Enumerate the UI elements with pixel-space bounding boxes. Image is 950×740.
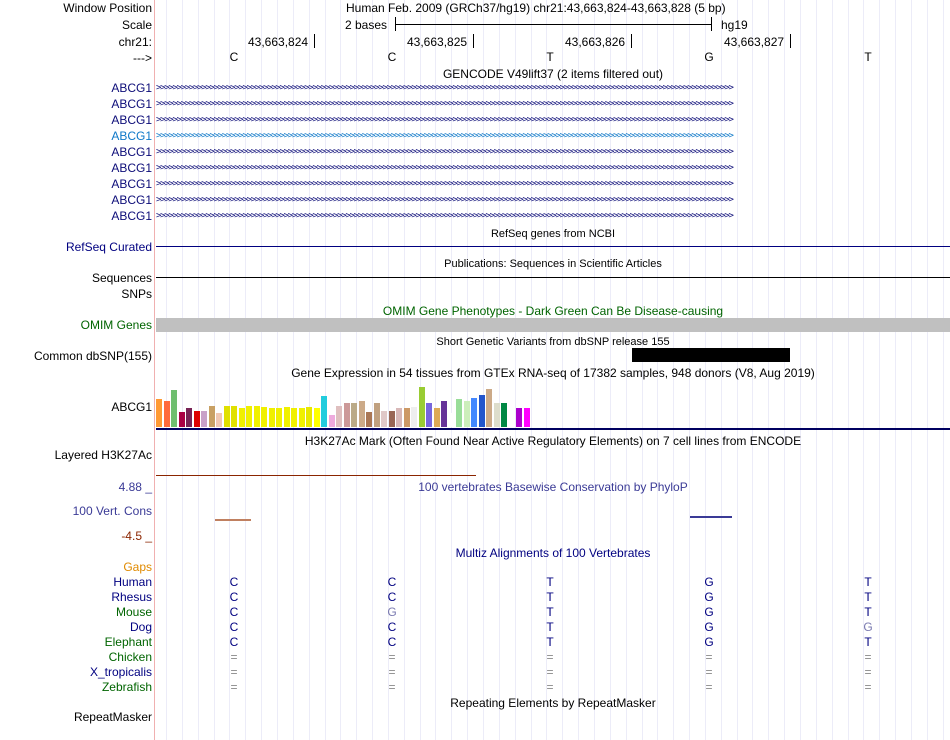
gtex-bar[interactable]: [366, 412, 372, 427]
gtex-bar[interactable]: [269, 408, 275, 427]
gtex-bar[interactable]: [224, 406, 230, 427]
refseq-line[interactable]: [156, 246, 950, 247]
alignment-base: =: [546, 665, 554, 679]
gtex-bar[interactable]: [216, 413, 222, 427]
sequences-label[interactable]: Sequences: [91, 271, 152, 285]
alignment-base: C: [229, 590, 239, 604]
gtex-bar[interactable]: [209, 406, 215, 427]
coord-4: 43,663,827: [724, 35, 785, 49]
alignment-base: =: [230, 650, 238, 664]
alignment-base: C: [387, 620, 397, 634]
alignment-base: =: [705, 650, 713, 664]
phylop-score-2[interactable]: [690, 516, 732, 518]
gencode-label[interactable]: ABCG1: [111, 129, 152, 143]
chrom-label: chr21:: [118, 35, 152, 49]
gtex-bar[interactable]: [509, 403, 515, 427]
gtex-bar[interactable]: [156, 399, 162, 427]
repeatmasker-title[interactable]: Repeating Elements by RepeatMasker: [450, 696, 656, 710]
gtex-bar[interactable]: [524, 408, 530, 427]
alignment-base: =: [864, 650, 872, 664]
gencode-label[interactable]: ABCG1: [111, 161, 152, 175]
gtex-bar[interactable]: [299, 408, 305, 427]
gencode-transcript[interactable]: >>>>>>>>>>>>>>>>>>>>>>>>>>>>>>>>>>>>>>>>>>>>>>>>>>>>>>>>>>>>>>>>>>>>>>>>>>>>>>>>>>>>>>>>>>>>>>>>>>>>>>>>>>>>>>>>>>>>>>>>>>>>>>>>>>>>>>>>>>>>: [156, 147, 733, 157]
species-label[interactable]: Rhesus: [111, 590, 152, 604]
gtex-bar[interactable]: [479, 395, 485, 427]
gencode-transcript[interactable]: >>>>>>>>>>>>>>>>>>>>>>>>>>>>>>>>>>>>>>>>>>>>>>>>>>>>>>>>>>>>>>>>>>>>>>>>>>>>>>>>>>>>>>>>>>>>>>>>>>>>>>>>>>>>>>>>>>>>>>>>>>>>>>>>>>>>>>>>>>>>: [156, 115, 733, 125]
gtex-bar[interactable]: [464, 401, 470, 427]
gtex-bar[interactable]: [194, 411, 200, 427]
gtex-bar[interactable]: [239, 408, 245, 427]
alignment-base: T: [546, 620, 554, 634]
gtex-bar[interactable]: [396, 408, 402, 427]
omim-feature[interactable]: [156, 318, 950, 332]
coord-tick-3: [631, 34, 632, 48]
coord-3: 43,663,826: [565, 35, 626, 49]
phylop-max-label: 4.88 _: [118, 480, 152, 494]
species-label[interactable]: Mouse: [115, 605, 152, 619]
window-position-label: Window Position: [63, 1, 152, 15]
alignment-base: =: [230, 665, 238, 679]
gtex-bar[interactable]: [494, 403, 500, 427]
gtex-bar[interactable]: [306, 407, 312, 427]
alignment-base: T: [546, 590, 554, 604]
ref-base-5: T: [864, 50, 872, 64]
gencode-label[interactable]: ABCG1: [111, 81, 152, 95]
gtex-bar[interactable]: [419, 387, 425, 427]
gtex-bar[interactable]: [201, 411, 207, 427]
species-label[interactable]: Chicken: [108, 650, 152, 664]
alignment-base: =: [546, 680, 554, 694]
phylop-title[interactable]: 100 vertebrates Basewise Conservation by PhyloP: [418, 480, 688, 494]
alignment-base: C: [229, 605, 239, 619]
snps-label[interactable]: SNPs: [121, 287, 152, 301]
gencode-label[interactable]: ABCG1: [111, 177, 152, 191]
gtex-bar[interactable]: [164, 401, 170, 427]
alignment-base: T: [546, 605, 554, 619]
alignment-base: C: [387, 590, 397, 604]
gtex-bar[interactable]: [456, 399, 462, 427]
gtex-bar[interactable]: [254, 406, 260, 427]
gtex-bar[interactable]: [441, 401, 447, 427]
gencode-label[interactable]: ABCG1: [111, 209, 152, 223]
alignment-base: G: [704, 635, 714, 649]
publications-title[interactable]: Publications: Sequences in Scientific Articles: [444, 258, 662, 270]
gtex-bar[interactable]: [516, 408, 522, 427]
gtex-bar[interactable]: [374, 403, 380, 427]
gencode-transcript[interactable]: >>>>>>>>>>>>>>>>>>>>>>>>>>>>>>>>>>>>>>>>>>>>>>>>>>>>>>>>>>>>>>>>>>>>>>>>>>>>>>>>>>>>>>>>>>>>>>>>>>>>>>>>>>>>>>>>>>>>>>>>>>>>>>>>>>>>>>>>>>>>: [156, 195, 733, 205]
strand-label: --->: [133, 51, 152, 65]
gtex-bar[interactable]: [186, 408, 192, 427]
gtex-bar[interactable]: [231, 406, 237, 427]
window-position-value: Human Feb. 2009 (GRCh37/hg19) chr21:43,663,824-43,663,828 (5 bp): [346, 1, 726, 15]
dbsnp-feature[interactable]: [632, 348, 790, 362]
repeatmasker-label[interactable]: RepeatMasker: [73, 710, 152, 724]
alignment-base: G: [387, 605, 397, 619]
scale-db: hg19: [721, 18, 748, 32]
gtex-bar[interactable]: [329, 415, 335, 427]
species-label[interactable]: Zebrafish: [101, 680, 152, 694]
gtex-bar[interactable]: [426, 403, 432, 427]
coord-2: 43,663,825: [407, 35, 468, 49]
phylop-min-label: -4.5 _: [121, 529, 152, 543]
dbsnp-label[interactable]: Common dbSNP(155): [33, 349, 152, 363]
gtex-bar[interactable]: [171, 390, 177, 427]
gtex-title[interactable]: Gene Expression in 54 tissues from GTEx RNA-seq of 17382 samples, 948 donors (V8, Aug 2019): [291, 366, 815, 380]
gtex-bar[interactable]: [321, 396, 327, 427]
gtex-bar[interactable]: [351, 403, 357, 427]
ref-base-1: C: [229, 50, 239, 64]
gencode-label[interactable]: ABCG1: [111, 145, 152, 159]
phylop-label[interactable]: 100 Vert. Cons: [72, 504, 152, 518]
gtex-bar[interactable]: [276, 408, 282, 427]
alignment-base: G: [704, 605, 714, 619]
gtex-bar[interactable]: [291, 408, 297, 427]
refseq-title[interactable]: RefSeq genes from NCBI: [490, 228, 616, 240]
alignment-base: C: [387, 575, 397, 589]
alignment-base: T: [546, 635, 554, 649]
alignment-base: T: [864, 590, 872, 604]
alignment-base: T: [546, 575, 554, 589]
h3k27ac-label[interactable]: Layered H3K27Ac: [54, 448, 152, 462]
alignment-base: =: [705, 680, 713, 694]
alignment-base: =: [705, 665, 713, 679]
coord-tick-2: [473, 34, 474, 48]
alignment-base: T: [864, 575, 872, 589]
alignment-base: =: [864, 680, 872, 694]
gencode-transcript[interactable]: >>>>>>>>>>>>>>>>>>>>>>>>>>>>>>>>>>>>>>>>>>>>>>>>>>>>>>>>>>>>>>>>>>>>>>>>>>>>>>>>>>>>>>>>>>>>>>>>>>>>>>>>>>>>>>>>>>>>>>>>>>>>>>>>>>>>>>>>>>>>: [156, 163, 733, 173]
ref-base-2: C: [387, 50, 397, 64]
species-label[interactable]: Elephant: [104, 635, 152, 649]
gencode-label[interactable]: ABCG1: [111, 193, 152, 207]
gencode-transcript[interactable]: >>>>>>>>>>>>>>>>>>>>>>>>>>>>>>>>>>>>>>>>>>>>>>>>>>>>>>>>>>>>>>>>>>>>>>>>>>>>>>>>>>>>>>>>>>>>>>>>>>>>>>>>>>>>>>>>>>>>>>>>>>>>>>>>>>>>>>>>>>>>: [156, 99, 733, 109]
omim-title[interactable]: OMIM Gene Phenotypes - Dark Green Can Be Disease-causing: [382, 304, 724, 318]
alignment-base: =: [388, 665, 396, 679]
gencode-transcript[interactable]: >>>>>>>>>>>>>>>>>>>>>>>>>>>>>>>>>>>>>>>>>>>>>>>>>>>>>>>>>>>>>>>>>>>>>>>>>>>>>>>>>>>>>>>>>>>>>>>>>>>>>>>>>>>>>>>>>>>>>>>>>>>>>>>>>>>>>>>>>>>>: [156, 131, 733, 141]
scale-label: Scale: [121, 18, 152, 32]
gencode-transcript[interactable]: >>>>>>>>>>>>>>>>>>>>>>>>>>>>>>>>>>>>>>>>>>>>>>>>>>>>>>>>>>>>>>>>>>>>>>>>>>>>>>>>>>>>>>>>>>>>>>>>>>>>>>>>>>>>>>>>>>>>>>>>>>>>>>>>>>>>>>>>>>>>: [156, 211, 733, 221]
dbsnp-title[interactable]: Short Genetic Variants from dbSNP release 155: [436, 336, 670, 348]
h3k27ac-title[interactable]: H3K27Ac Mark (Often Found Near Active Regulatory Elements) on 7 cell lines from ENCODE: [304, 434, 802, 448]
gtex-bar[interactable]: [434, 408, 440, 427]
alignment-base: C: [229, 620, 239, 634]
omim-label[interactable]: OMIM Genes: [80, 318, 152, 332]
gtex-bar[interactable]: [359, 401, 365, 427]
species-label[interactable]: Dog: [129, 620, 152, 634]
gtex-bar[interactable]: [411, 407, 417, 427]
gtex-chart[interactable]: [156, 380, 950, 427]
gtex-bar[interactable]: [246, 406, 252, 427]
h3k27ac-signal[interactable]: [156, 475, 476, 476]
ref-base-4: G: [704, 50, 714, 64]
gaps-label: Gaps: [123, 560, 152, 574]
alignment-base: T: [864, 605, 872, 619]
gencode-label[interactable]: ABCG1: [111, 97, 152, 111]
gtex-bar[interactable]: [261, 407, 267, 427]
alignment-base: G: [863, 620, 873, 634]
multiz-title[interactable]: Multiz Alignments of 100 Vertebrates: [455, 546, 651, 560]
phylop-score-1[interactable]: [215, 519, 251, 521]
scale-bar-right: [711, 17, 712, 31]
species-label[interactable]: X_tropicalis: [89, 665, 152, 679]
gtex-bar[interactable]: [284, 407, 290, 427]
alignment-base: C: [229, 575, 239, 589]
scale-value: 2 bases: [345, 18, 388, 32]
gtex-baseline: [156, 428, 950, 430]
sequences-line[interactable]: [156, 277, 950, 278]
gencode-title[interactable]: GENCODE V49lift37 (2 items filtered out): [442, 67, 664, 81]
gencode-label[interactable]: ABCG1: [111, 113, 152, 127]
alignment-base: G: [704, 590, 714, 604]
ref-base-3: T: [546, 50, 554, 64]
gencode-transcript[interactable]: >>>>>>>>>>>>>>>>>>>>>>>>>>>>>>>>>>>>>>>>>>>>>>>>>>>>>>>>>>>>>>>>>>>>>>>>>>>>>>>>>>>>>>>>>>>>>>>>>>>>>>>>>>>>>>>>>>>>>>>>>>>>>>>>>>>>>>>>>>>>: [156, 179, 733, 189]
gtex-bar[interactable]: [179, 412, 185, 427]
scale-bar: [395, 24, 711, 25]
gtex-bar[interactable]: [344, 403, 350, 427]
alignment-base: C: [387, 635, 397, 649]
gtex-label[interactable]: ABCG1: [111, 400, 152, 414]
alignment-base: =: [864, 665, 872, 679]
gtex-bar[interactable]: [336, 406, 342, 427]
alignment-base: C: [229, 635, 239, 649]
gtex-bar[interactable]: [471, 398, 477, 427]
coord-tick-1: [314, 34, 315, 48]
refseq-label[interactable]: RefSeq Curated: [65, 240, 152, 254]
alignment-base: =: [388, 680, 396, 694]
gtex-bar[interactable]: [381, 411, 387, 427]
gencode-transcript[interactable]: >>>>>>>>>>>>>>>>>>>>>>>>>>>>>>>>>>>>>>>>>>>>>>>>>>>>>>>>>>>>>>>>>>>>>>>>>>>>>>>>>>>>>>>>>>>>>>>>>>>>>>>>>>>>>>>>>>>>>>>>>>>>>>>>>>>>>>>>>>>>: [156, 83, 733, 93]
species-label[interactable]: Human: [113, 575, 152, 589]
alignment-base: G: [704, 620, 714, 634]
gtex-bar[interactable]: [389, 411, 395, 427]
alignment-base: =: [388, 650, 396, 664]
gtex-bar[interactable]: [449, 413, 455, 427]
alignment-base: =: [230, 680, 238, 694]
alignment-base: T: [864, 635, 872, 649]
gtex-bar[interactable]: [486, 389, 492, 427]
label-divider: [154, 0, 155, 740]
gtex-bar[interactable]: [501, 403, 507, 427]
coord-1: 43,663,824: [248, 35, 309, 49]
alignment-base: G: [704, 575, 714, 589]
alignment-base: =: [546, 650, 554, 664]
coord-tick-4: [790, 34, 791, 48]
gtex-bar[interactable]: [314, 408, 320, 427]
gtex-bar[interactable]: [404, 408, 410, 427]
